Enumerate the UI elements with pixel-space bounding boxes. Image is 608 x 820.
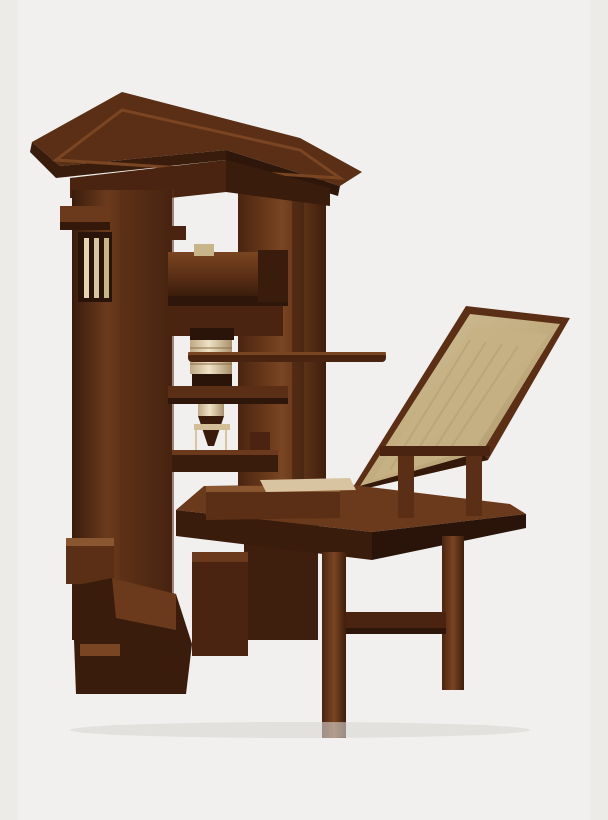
floor-shadow [70,722,530,738]
press-bar [188,352,386,362]
cross-beam [168,244,288,336]
rear-post [238,180,326,640]
